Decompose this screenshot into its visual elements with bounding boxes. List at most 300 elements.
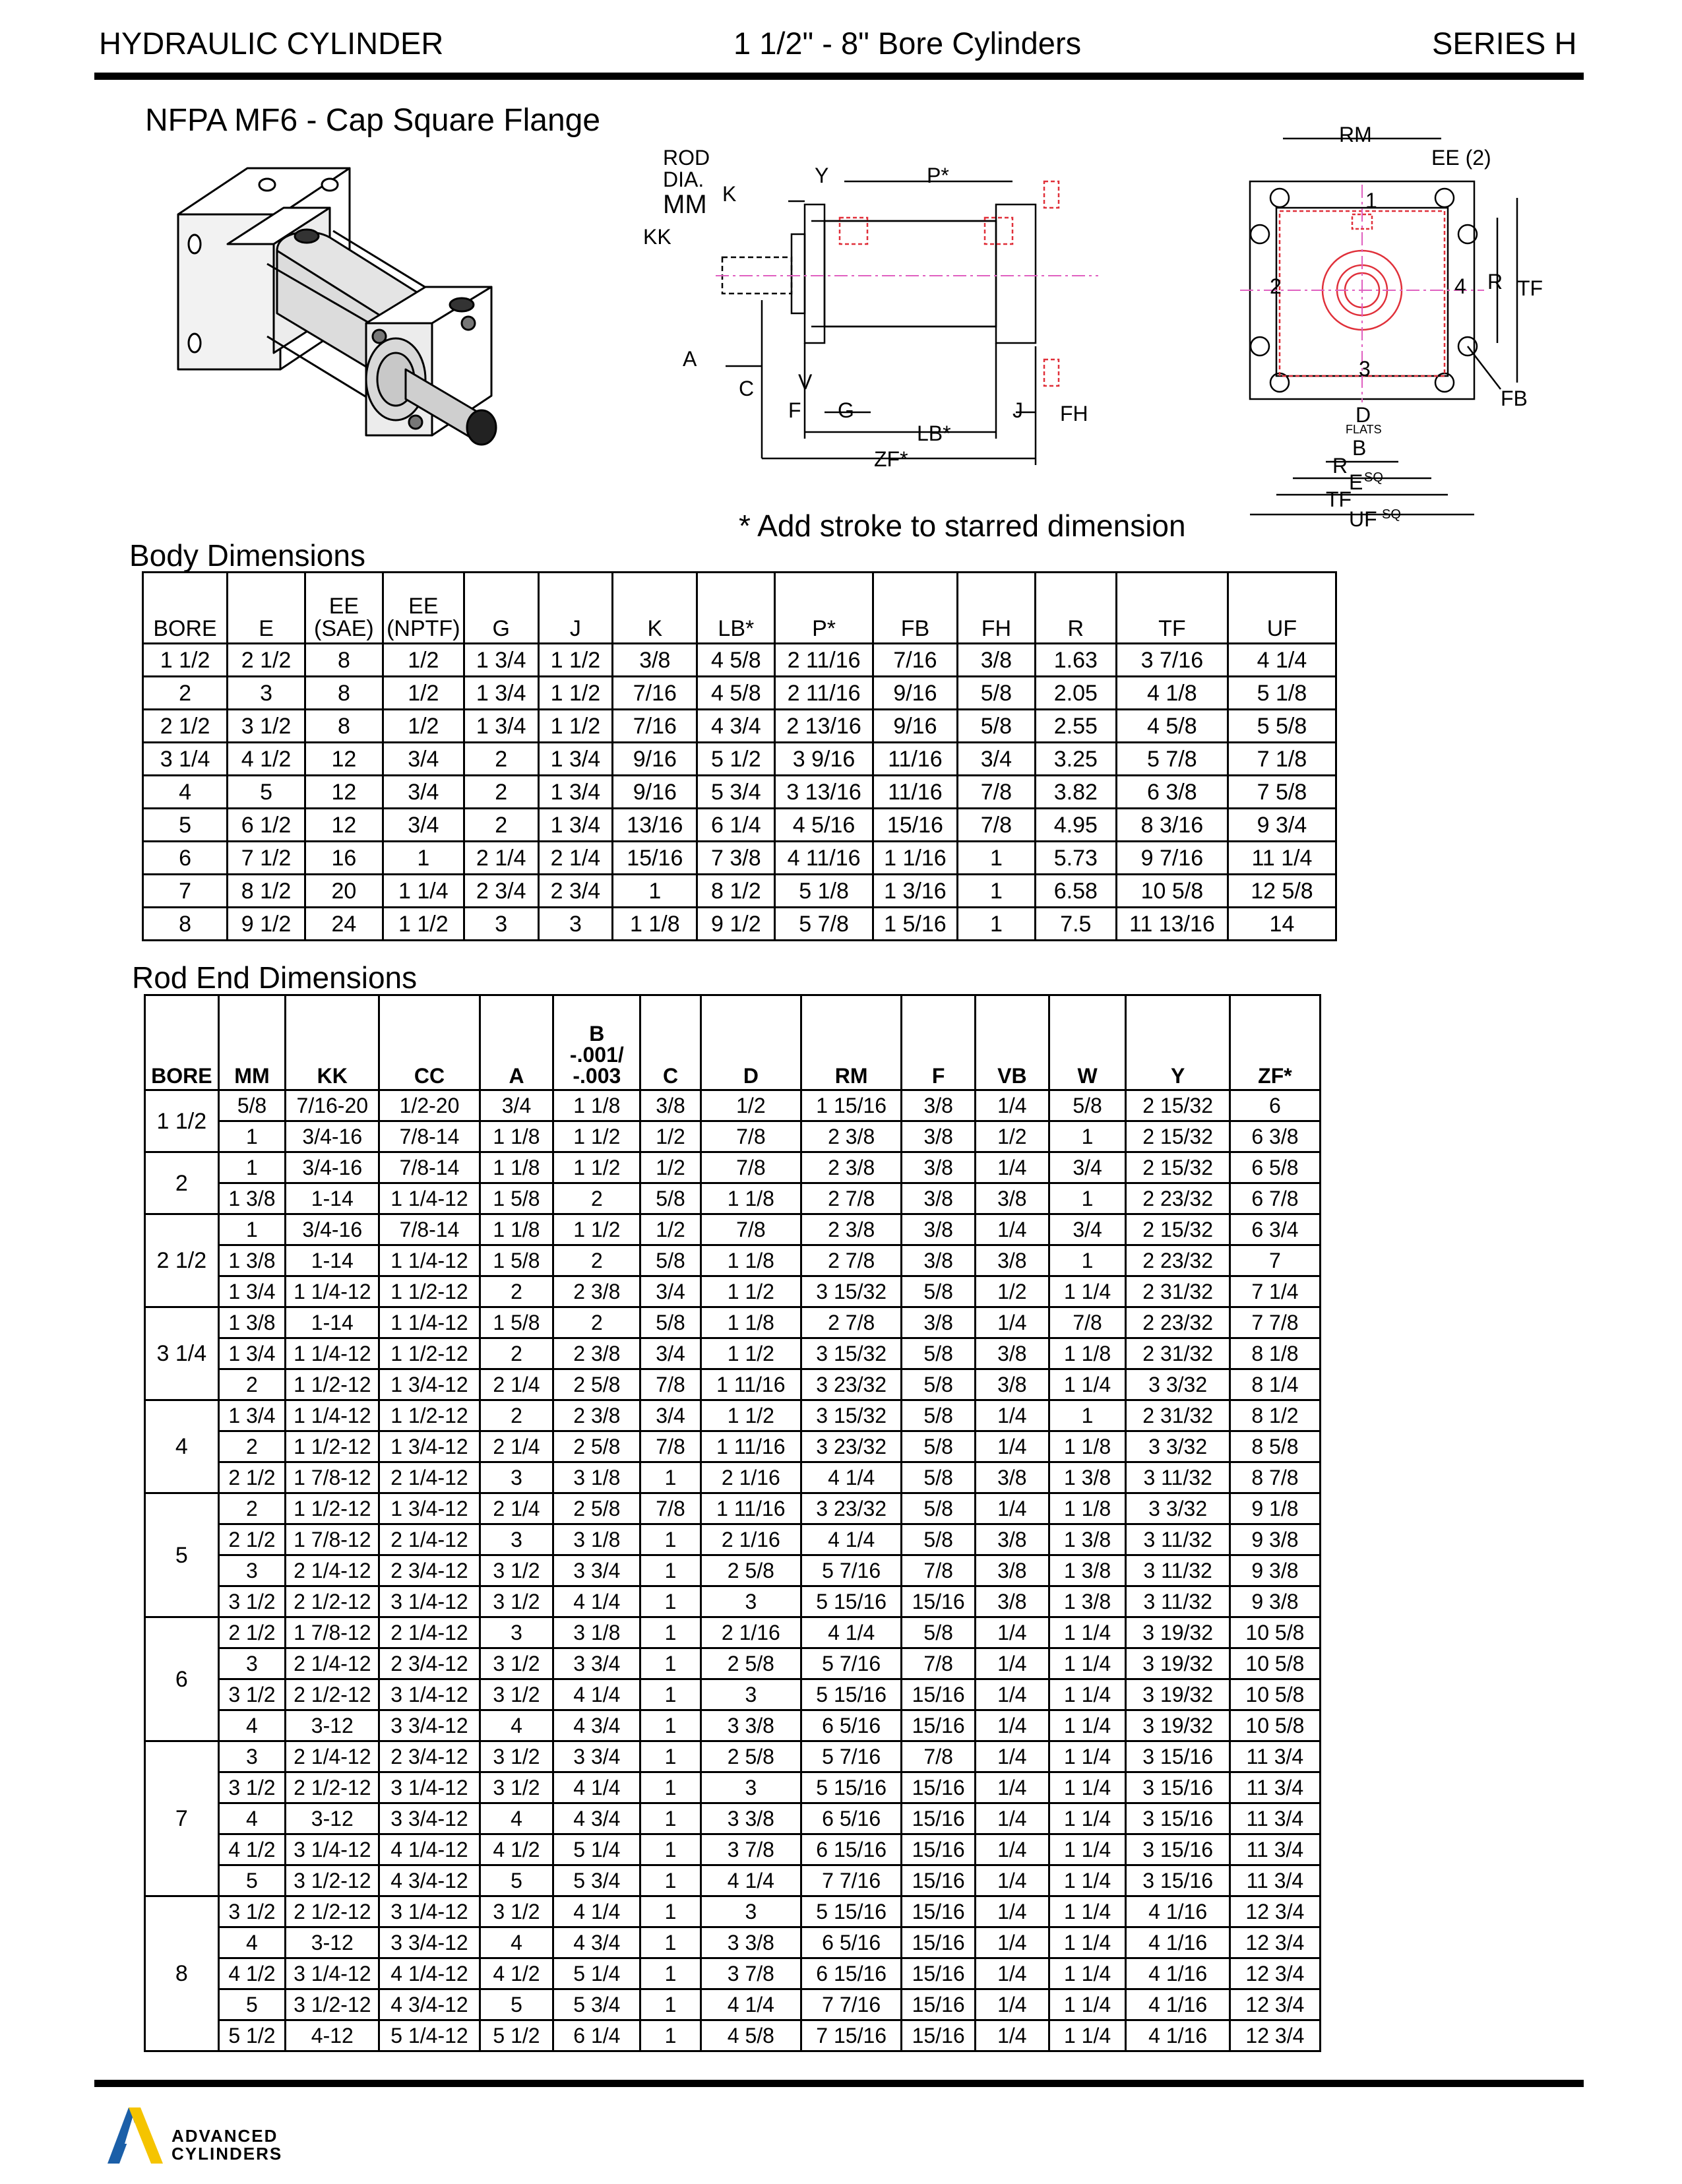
table-cell: 5/8 bbox=[902, 1617, 976, 1648]
table-cell: 4 1/4 bbox=[801, 1617, 902, 1648]
table-cell: 3/4 bbox=[1049, 1214, 1126, 1245]
table-cell: 10 5/8 bbox=[1230, 1710, 1320, 1741]
table-cell: 1 3/8 bbox=[218, 1183, 286, 1214]
table-cell: 3/4 bbox=[480, 1090, 553, 1121]
table-cell: 3/4 bbox=[640, 1276, 701, 1307]
rod-col-f: F bbox=[902, 995, 976, 1090]
table-cell: 3 23/32 bbox=[801, 1369, 902, 1400]
table-cell: 6 5/8 bbox=[1230, 1152, 1320, 1183]
table-cell: 5 7/16 bbox=[801, 1555, 902, 1586]
table-cell: 2 bbox=[480, 1338, 553, 1369]
table-cell: 3 7/8 bbox=[701, 1958, 801, 1989]
label-rod: ROD bbox=[663, 146, 710, 170]
table-cell: 3/8 bbox=[976, 1245, 1049, 1276]
table-cell: 3/4 bbox=[383, 743, 464, 776]
table-cell: 1 bbox=[640, 1586, 701, 1617]
table-cell: 15/16 bbox=[902, 1896, 976, 1927]
table-cell: 2 1/2-12 bbox=[286, 1586, 379, 1617]
table-row bbox=[145, 1338, 1321, 1369]
table-cell: 4 bbox=[480, 1927, 553, 1958]
table-cell: 3 11/32 bbox=[1126, 1462, 1230, 1493]
table-cell: 9 1/2 bbox=[228, 908, 305, 941]
table-cell: 3/4 bbox=[383, 809, 464, 842]
table-cell: 5 bbox=[480, 1989, 553, 2020]
rod-col-b: B -.001/ -.003 bbox=[553, 995, 640, 1090]
table-cell: 3 15/16 bbox=[1126, 1772, 1230, 1803]
table-cell: 4 5/8 bbox=[697, 677, 775, 710]
table-cell: 4 1/4-12 bbox=[379, 1834, 480, 1865]
table-cell: 1/4 bbox=[976, 1400, 1049, 1431]
table-cell: 7/8 bbox=[957, 809, 1035, 842]
label-a: A bbox=[683, 347, 697, 371]
table-cell: 3 bbox=[480, 1524, 553, 1555]
table-cell: 2 1/4-12 bbox=[379, 1617, 480, 1648]
table-cell: 1 bbox=[957, 908, 1035, 941]
table-cell: 3/8 bbox=[976, 1524, 1049, 1555]
table-cell: 1 3/4 bbox=[464, 677, 538, 710]
table-cell: 1/4 bbox=[976, 1865, 1049, 1896]
table-cell: 5 3/4 bbox=[697, 776, 775, 809]
table-cell: 4-12 bbox=[286, 2020, 379, 2051]
mount-title: NFPA MF6 - Cap Square Flange bbox=[145, 103, 601, 138]
table-cell: 10 5/8 bbox=[1230, 1679, 1320, 1710]
table-cell: 1 3/8 bbox=[218, 1245, 286, 1276]
label-mm: MM bbox=[663, 190, 707, 219]
table-cell: 6 bbox=[143, 842, 228, 875]
table-cell: 15/16 bbox=[902, 1865, 976, 1896]
table-cell: 1/4 bbox=[976, 1803, 1049, 1834]
bore-cell: 5 bbox=[145, 1493, 219, 1617]
table-cell: 1 3/8 bbox=[1049, 1555, 1126, 1586]
table-cell: 1 1/2 bbox=[538, 710, 613, 743]
table-cell: 2 23/32 bbox=[1126, 1307, 1230, 1338]
table-cell: 1/4 bbox=[976, 1958, 1049, 1989]
table-cell: 2 1/2 bbox=[228, 644, 305, 677]
table-cell: 3 1/2 bbox=[480, 1555, 553, 1586]
label-r: R bbox=[1487, 270, 1503, 294]
table-cell: 1 1/2-12 bbox=[379, 1276, 480, 1307]
table-cell: 5/8 bbox=[902, 1400, 976, 1431]
table-cell: 1 bbox=[218, 1152, 286, 1183]
table-cell: 3 3/4 bbox=[553, 1555, 640, 1586]
table-cell: 3/4 bbox=[957, 743, 1035, 776]
table-cell: 1 1/2 bbox=[383, 908, 464, 941]
table-cell: 4 bbox=[480, 1710, 553, 1741]
table-cell: 3 1/4-12 bbox=[379, 1772, 480, 1803]
table-cell: 5 15/16 bbox=[801, 1586, 902, 1617]
table-cell: 2 15/32 bbox=[1126, 1090, 1230, 1121]
table-cell: 1 1/4 bbox=[1049, 1896, 1126, 1927]
table-cell: 3/8 bbox=[976, 1338, 1049, 1369]
table-cell: 3 1/2-12 bbox=[286, 1865, 379, 1896]
table-cell: 7/8-14 bbox=[379, 1214, 480, 1245]
table-cell: 15/16 bbox=[902, 2020, 976, 2051]
table-cell: 20 bbox=[305, 875, 383, 908]
table-cell: 3/8 bbox=[902, 1307, 976, 1338]
table-row bbox=[145, 1493, 1321, 1524]
table-cell: 3 11/32 bbox=[1126, 1586, 1230, 1617]
table-cell: 1 1/4 bbox=[1049, 1741, 1126, 1772]
table-cell: 12 3/4 bbox=[1230, 1989, 1320, 2020]
table-cell: 3 15/16 bbox=[1126, 1803, 1230, 1834]
table-cell: 2 bbox=[464, 809, 538, 842]
table-cell: 12 3/4 bbox=[1230, 1958, 1320, 1989]
table-cell: 5/8 bbox=[640, 1183, 701, 1214]
table-cell: 3 3/4-12 bbox=[379, 1803, 480, 1834]
table-cell: 3/8 bbox=[976, 1462, 1049, 1493]
table-cell: 3/8 bbox=[957, 644, 1035, 677]
table-cell: 3 15/16 bbox=[1126, 1865, 1230, 1896]
table-cell: 2 1/2-12 bbox=[286, 1679, 379, 1710]
rod-col-y: Y bbox=[1126, 995, 1230, 1090]
table-cell: 10 5/8 bbox=[1230, 1648, 1320, 1679]
table-cell: 3/4 bbox=[640, 1400, 701, 1431]
table-cell: 3 3/4-12 bbox=[379, 1927, 480, 1958]
table-cell: 11/16 bbox=[873, 743, 957, 776]
table-cell: 2 bbox=[480, 1400, 553, 1431]
table-cell: 3 1/2 bbox=[228, 710, 305, 743]
table-cell: 4 1/4 bbox=[553, 1772, 640, 1803]
table-row bbox=[145, 1803, 1321, 1834]
label-sq: SQ bbox=[1364, 470, 1383, 485]
table-cell: 3 15/32 bbox=[801, 1400, 902, 1431]
table-cell: 1 3/4-12 bbox=[379, 1493, 480, 1524]
table-cell: 6.58 bbox=[1035, 875, 1116, 908]
table-cell: 3 7/16 bbox=[1116, 644, 1228, 677]
table-cell: 3 15/16 bbox=[1126, 1834, 1230, 1865]
table-cell: 1 3/4 bbox=[218, 1400, 286, 1431]
table-cell: 7 7/8 bbox=[1230, 1307, 1320, 1338]
table-cell: 5 7/16 bbox=[801, 1741, 902, 1772]
table-cell: 3 1/4 bbox=[143, 743, 228, 776]
label-p: P* bbox=[927, 164, 949, 187]
table-cell: 1 3/8 bbox=[218, 1307, 286, 1338]
table-cell: 5 5/8 bbox=[1228, 710, 1336, 743]
table-cell: 1 1/2 bbox=[701, 1338, 801, 1369]
table-cell: 1 1/4-12 bbox=[379, 1245, 480, 1276]
table-cell: 5 1/2 bbox=[480, 2020, 553, 2051]
table-cell: 3 1/4-12 bbox=[379, 1586, 480, 1617]
table-cell: 3 bbox=[464, 908, 538, 941]
table-cell: 1/4 bbox=[976, 1307, 1049, 1338]
table-cell: 4 3/4 bbox=[553, 1927, 640, 1958]
table-cell: 7/8 bbox=[902, 1555, 976, 1586]
table-cell: 4 1/4 bbox=[553, 1586, 640, 1617]
table-cell: 2 1/2 bbox=[218, 1524, 286, 1555]
table-row bbox=[143, 677, 1336, 710]
label-g: G bbox=[838, 398, 854, 422]
table-cell: 2 1/2-12 bbox=[286, 1896, 379, 1927]
table-cell: 5 bbox=[143, 809, 228, 842]
table-cell: 15/16 bbox=[902, 1803, 976, 1834]
table-cell: 7 5/8 bbox=[1228, 776, 1336, 809]
table-cell: 2 3/8 bbox=[801, 1152, 902, 1183]
table-cell: 2 5/8 bbox=[701, 1555, 801, 1586]
label-kk: KK bbox=[643, 225, 671, 249]
table-cell: 1 bbox=[218, 1121, 286, 1152]
table-row bbox=[145, 1307, 1321, 1338]
table-cell: 1/4 bbox=[976, 1834, 1049, 1865]
label-d: D bbox=[1355, 403, 1371, 427]
table-cell: 1 1/4-12 bbox=[286, 1338, 379, 1369]
rod-col-rm: RM bbox=[801, 995, 902, 1090]
table-row bbox=[145, 1710, 1321, 1741]
table-cell: 1 bbox=[640, 1958, 701, 1989]
rod-col-cc: CC bbox=[379, 995, 480, 1090]
table-row bbox=[143, 908, 1336, 941]
table-cell: 24 bbox=[305, 908, 383, 941]
table-cell: 1 3/8 bbox=[1049, 1462, 1126, 1493]
table-cell: 3 bbox=[218, 1555, 286, 1586]
table-cell: 1-14 bbox=[286, 1245, 379, 1276]
table-cell: 5 1/8 bbox=[775, 875, 873, 908]
table-cell: 3 1/2 bbox=[218, 1679, 286, 1710]
label-port-2: 2 bbox=[1270, 274, 1282, 298]
table-cell: 5/8 bbox=[640, 1245, 701, 1276]
col-e: E bbox=[228, 573, 305, 644]
label-dia: DIA. bbox=[663, 168, 704, 191]
table-cell: 1 5/8 bbox=[480, 1183, 553, 1214]
table-cell: 9 1/8 bbox=[1230, 1493, 1320, 1524]
label-ee2: EE (2) bbox=[1431, 146, 1491, 170]
table-cell: 1 1/4 bbox=[1049, 1865, 1126, 1896]
table-row bbox=[145, 1245, 1321, 1276]
table-cell: 2 5/8 bbox=[701, 1648, 801, 1679]
table-cell: 15/16 bbox=[902, 1927, 976, 1958]
table-cell: 4 1/16 bbox=[1126, 1989, 1230, 2020]
table-cell: 7/8 bbox=[902, 1648, 976, 1679]
table-cell: 1 1/8 bbox=[1049, 1431, 1126, 1462]
table-cell: 13/16 bbox=[613, 809, 697, 842]
table-cell: 6 15/16 bbox=[801, 1834, 902, 1865]
table-cell: 1 bbox=[640, 1524, 701, 1555]
table-row bbox=[145, 2020, 1321, 2051]
table-cell: 1 1/4 bbox=[1049, 1989, 1126, 2020]
table-cell: 4 1/4 bbox=[701, 1989, 801, 2020]
table-cell: 1 3/16 bbox=[873, 875, 957, 908]
table-cell: 3 19/32 bbox=[1126, 1648, 1230, 1679]
table-cell: 2 1/4-12 bbox=[379, 1524, 480, 1555]
table-cell: 5/8 bbox=[902, 1276, 976, 1307]
table-cell: 8 1/2 bbox=[228, 875, 305, 908]
table-cell: 3 1/8 bbox=[553, 1524, 640, 1555]
table-cell: 3 bbox=[538, 908, 613, 941]
table-row bbox=[145, 1431, 1321, 1462]
table-cell: 1 3/4 bbox=[538, 743, 613, 776]
table-cell: 1/4 bbox=[976, 1648, 1049, 1679]
table-cell: 5 1/4 bbox=[553, 1834, 640, 1865]
table-cell: 1 15/16 bbox=[801, 1090, 902, 1121]
table-cell: 3 bbox=[480, 1462, 553, 1493]
table-cell: 11 3/4 bbox=[1230, 1741, 1320, 1772]
table-row bbox=[145, 1152, 1321, 1183]
table-cell: 3/4-16 bbox=[286, 1214, 379, 1245]
table-cell: 1 1/4 bbox=[1049, 1648, 1126, 1679]
table-row bbox=[145, 1772, 1321, 1803]
table-cell: 3 3/8 bbox=[701, 1710, 801, 1741]
table-cell: 9 7/16 bbox=[1116, 842, 1228, 875]
table-cell: 7 bbox=[143, 875, 228, 908]
label-j: J bbox=[1012, 398, 1023, 422]
doc-category: HYDRAULIC CYLINDER bbox=[99, 26, 444, 61]
table-cell: 1 1/4-12 bbox=[286, 1276, 379, 1307]
table-cell: 12 3/4 bbox=[1230, 1896, 1320, 1927]
table-cell: 3 19/32 bbox=[1126, 1617, 1230, 1648]
table-cell: 1 1/2-12 bbox=[379, 1400, 480, 1431]
table-cell: 3/4 bbox=[383, 776, 464, 809]
table-cell: 1 bbox=[957, 842, 1035, 875]
table-cell: 11 3/4 bbox=[1230, 1834, 1320, 1865]
table-cell: 7/8 bbox=[957, 776, 1035, 809]
table-cell: 2 7/8 bbox=[801, 1307, 902, 1338]
rod-col-a: A bbox=[480, 995, 553, 1090]
table-row bbox=[145, 1865, 1321, 1896]
table-cell: 5 7/16 bbox=[801, 1648, 902, 1679]
table-cell: 1 7/8-12 bbox=[286, 1462, 379, 1493]
table-cell: 7/8-14 bbox=[379, 1152, 480, 1183]
table-cell: 3.82 bbox=[1035, 776, 1116, 809]
table-row bbox=[143, 809, 1336, 842]
table-cell: 3 19/32 bbox=[1126, 1679, 1230, 1710]
table-cell: 1/2 bbox=[383, 644, 464, 677]
table-cell: 6 3/4 bbox=[1230, 1214, 1320, 1245]
table-cell: 2 1/2 bbox=[143, 710, 228, 743]
table-cell: 8 bbox=[305, 644, 383, 677]
table-cell: 3/8 bbox=[902, 1183, 976, 1214]
table-cell: 7/16 bbox=[613, 677, 697, 710]
table-row bbox=[145, 1741, 1321, 1772]
table-cell: 2 bbox=[143, 677, 228, 710]
col-fh: FH bbox=[957, 573, 1035, 644]
table-cell: 1 3/4 bbox=[464, 710, 538, 743]
table-cell: 1 3/4-12 bbox=[379, 1431, 480, 1462]
table-cell: 5 15/16 bbox=[801, 1772, 902, 1803]
table-cell: 3/8 bbox=[976, 1183, 1049, 1214]
table-cell: 15/16 bbox=[902, 1772, 976, 1803]
table-cell: 2 31/32 bbox=[1126, 1276, 1230, 1307]
stroke-note: * Add stroke to starred dimension bbox=[739, 509, 1186, 543]
table-cell: 4 3/4-12 bbox=[379, 1865, 480, 1896]
table-cell: 1 1/4-12 bbox=[379, 1307, 480, 1338]
footer-rule bbox=[94, 2080, 1584, 2087]
table-cell: 5 15/16 bbox=[801, 1679, 902, 1710]
table-cell: 1 1/4 bbox=[383, 875, 464, 908]
table-cell: 1/4 bbox=[976, 1896, 1049, 1927]
table-cell: 3-12 bbox=[286, 1803, 379, 1834]
table-cell: 4 1/4 bbox=[1228, 644, 1336, 677]
table-cell: 8 7/8 bbox=[1230, 1462, 1320, 1493]
table-cell: 2 15/32 bbox=[1126, 1121, 1230, 1152]
table-cell: 3/8 bbox=[902, 1121, 976, 1152]
table-cell: 2.05 bbox=[1035, 677, 1116, 710]
label-lb: LB* bbox=[917, 421, 951, 445]
table-cell: 5/8 bbox=[957, 677, 1035, 710]
table-cell: 3 19/32 bbox=[1126, 1710, 1230, 1741]
table-cell: 1 bbox=[1049, 1121, 1126, 1152]
table-cell: 1/4 bbox=[976, 1927, 1049, 1958]
table-cell: 1 1/4 bbox=[1049, 1276, 1126, 1307]
rod-col-c: C bbox=[640, 995, 701, 1090]
table-cell: 3/8 bbox=[902, 1152, 976, 1183]
table-cell: 3-12 bbox=[286, 1927, 379, 1958]
series-label: SERIES H bbox=[1432, 26, 1577, 61]
table-cell: 1 11/16 bbox=[701, 1493, 801, 1524]
table-cell: 2 15/32 bbox=[1126, 1214, 1230, 1245]
label-v: V bbox=[798, 370, 813, 394]
table-cell: 4 1/2 bbox=[228, 743, 305, 776]
table-cell: 1 5/8 bbox=[480, 1245, 553, 1276]
table-cell: 8 3/16 bbox=[1116, 809, 1228, 842]
table-cell: 5/8 bbox=[902, 1524, 976, 1555]
table-cell: 4 1/2 bbox=[480, 1958, 553, 1989]
table-cell: 4 1/4 bbox=[801, 1524, 902, 1555]
table-cell: 1 1/4 bbox=[1049, 1617, 1126, 1648]
table-cell: 7 7/16 bbox=[801, 1865, 902, 1896]
table-cell: 1/2 bbox=[640, 1214, 701, 1245]
table-cell: 7/16-20 bbox=[286, 1090, 379, 1121]
rod-col-w: W bbox=[1049, 995, 1126, 1090]
table-cell: 2 5/8 bbox=[701, 1741, 801, 1772]
table-cell: 4 bbox=[143, 776, 228, 809]
table-cell: 3 13/16 bbox=[775, 776, 873, 809]
table-cell: 1 1/2-12 bbox=[379, 1338, 480, 1369]
table-cell: 1/4 bbox=[976, 1989, 1049, 2020]
table-row bbox=[143, 842, 1336, 875]
table-cell: 10 5/8 bbox=[1116, 875, 1228, 908]
table-cell: 1 7/8-12 bbox=[286, 1524, 379, 1555]
label-r2: R bbox=[1332, 454, 1348, 478]
table-cell: 15/16 bbox=[902, 1834, 976, 1865]
table-cell: 4 1/4 bbox=[801, 1462, 902, 1493]
table-cell: 1/2 bbox=[640, 1152, 701, 1183]
table-cell: 1 11/16 bbox=[701, 1369, 801, 1400]
table-cell: 2 11/16 bbox=[775, 644, 873, 677]
table-cell: 1 bbox=[640, 1617, 701, 1648]
table-cell: 8 1/4 bbox=[1230, 1369, 1320, 1400]
body-dimensions-table bbox=[142, 571, 1337, 941]
table-row bbox=[145, 1276, 1321, 1307]
table-cell: 1 bbox=[957, 875, 1035, 908]
table-cell: 2.55 bbox=[1035, 710, 1116, 743]
table-cell: 1/2 bbox=[976, 1276, 1049, 1307]
table-cell: 3 bbox=[218, 1648, 286, 1679]
table-cell: 1/4 bbox=[976, 1710, 1049, 1741]
table-cell: 4 1/8 bbox=[1116, 677, 1228, 710]
table-cell: 3/8 bbox=[976, 1369, 1049, 1400]
table-cell: 3 1/2 bbox=[480, 1679, 553, 1710]
table-cell: 3 bbox=[701, 1586, 801, 1617]
table-cell: 2 1/4 bbox=[480, 1431, 553, 1462]
table-cell: 2 15/32 bbox=[1126, 1152, 1230, 1183]
table-cell: 4 bbox=[218, 1710, 286, 1741]
table-cell: 1.63 bbox=[1035, 644, 1116, 677]
table-cell: 2 bbox=[480, 1276, 553, 1307]
table-cell: 5/8 bbox=[957, 710, 1035, 743]
table-cell: 6 7/8 bbox=[1230, 1183, 1320, 1214]
table-cell: 5/8 bbox=[902, 1462, 976, 1493]
table-cell: 2 1/4-12 bbox=[286, 1648, 379, 1679]
table-cell: 7/8 bbox=[1049, 1307, 1126, 1338]
table-cell: 1 1/4-12 bbox=[286, 1400, 379, 1431]
table-cell: 1 1/8 bbox=[701, 1307, 801, 1338]
table-cell: 1 1/8 bbox=[480, 1121, 553, 1152]
table-cell: 5 7/8 bbox=[775, 908, 873, 941]
table-row bbox=[145, 1214, 1321, 1245]
table-cell: 3 1/4-12 bbox=[286, 1958, 379, 1989]
table-cell: 1 bbox=[613, 875, 697, 908]
table-cell: 2 3/8 bbox=[801, 1121, 902, 1152]
col-j: J bbox=[538, 573, 613, 644]
